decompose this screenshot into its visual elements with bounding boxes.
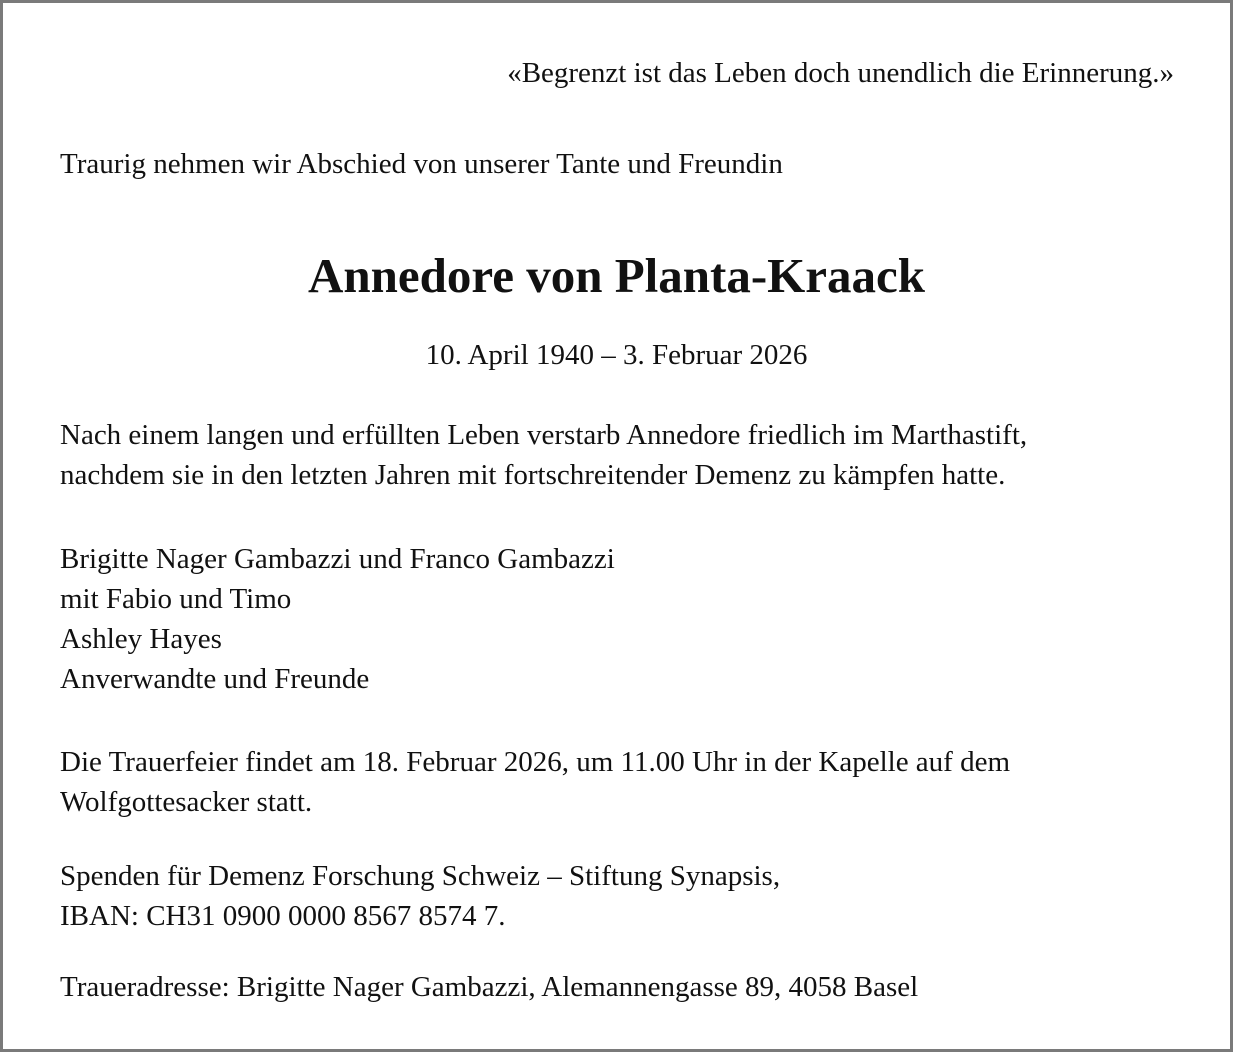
ceremony-line: Wolfgottesacker statt.: [60, 786, 313, 818]
deceased-name: Annedore von Planta-Kraack: [307, 248, 926, 303]
ceremony-line: Die Trauerfeier findet am 18. Februar 2026, um 11.00 Uhr in der Kapelle auf dem: [60, 746, 1011, 778]
mourner-line: Ashley Hayes: [60, 623, 222, 655]
donation-line: Spenden für Demenz Forschung Schweiz – Stiftung Synapsis,: [60, 860, 781, 892]
mourning-address: Traueradresse: Brigitte Nager Gambazzi, Alemannengasse 89, 4058 Basel: [60, 971, 919, 1003]
life-dates: 10. April 1940 – 3. Februar 2026: [425, 339, 808, 371]
mourner-line: Anverwandte und Freunde: [60, 663, 370, 695]
intro-line: Traurig nehmen wir Abschied von unserer Tante und Freundin: [60, 148, 783, 180]
mourner-line: Brigitte Nager Gambazzi und Franco Gambazzi: [60, 543, 615, 575]
donation-iban: IBAN: CH31 0900 0000 8567 8574 7.: [60, 900, 506, 932]
paragraph-line: Nach einem langen und erfüllten Leben verstarb Annedore friedlich im Marthastift,: [60, 419, 1028, 451]
mourner-line: mit Fabio und Timo: [60, 583, 292, 615]
motto-quote: «Begrenzt ist das Leben doch unendlich die Erinnerung.»: [507, 57, 1174, 89]
paragraph-line: nachdem sie in den letzten Jahren mit fortschreitender Demenz zu kämpfen hatte.: [60, 459, 1006, 491]
